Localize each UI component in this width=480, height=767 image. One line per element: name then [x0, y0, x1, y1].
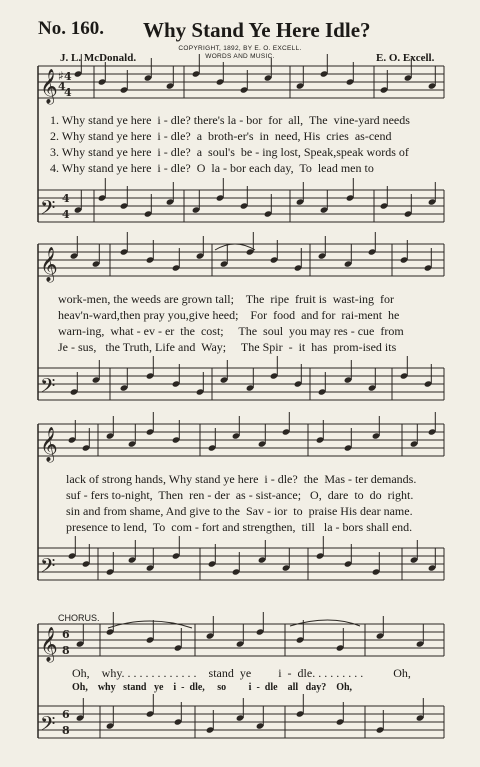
svg-text:♯: ♯: [58, 69, 64, 83]
verse-4-line-2: Je - sus, the Truth, Life and Way; The Spir - it has prom-ised its: [58, 340, 397, 354]
bass-clef-icon: 𝄢: [40, 554, 56, 582]
treble-clef-icon: 𝄞: [40, 427, 58, 462]
bass-clef-icon: 𝄢: [40, 374, 56, 402]
staff-3-treble: [38, 424, 444, 456]
svg-text:8: 8: [62, 724, 70, 737]
verse-4-line-1: 4. Why stand ye here i - dle? O la - bor each day, To lead men to: [50, 161, 374, 175]
composer-credit: E. O. Excell.: [376, 52, 435, 64]
staff-3-bass: [38, 548, 444, 580]
chorus-label: CHORUS.: [58, 613, 100, 623]
hymn-number: No. 160.: [38, 18, 104, 39]
svg-text:6: 6: [62, 708, 70, 721]
hymn-title: Why Stand Ye Here Idle?: [143, 18, 371, 42]
verse-1-line-3: lack of strong hands, Why stand ye here i - dle? the Mas - ter demands.: [66, 472, 417, 486]
svg-text:6: 6: [62, 628, 70, 641]
author-credit: J. L. McDonald.: [60, 52, 137, 64]
svg-text:4: 4: [64, 70, 72, 83]
svg-text:8: 8: [62, 644, 70, 657]
verse-1-line-2: work-men, the weeds are grown tall; The ripe fruit is wast-ing for: [58, 292, 395, 306]
treble-clef-icon: 𝄞: [40, 69, 58, 104]
verse-3-line-3: sin and from shame, And give to the Sav - ior to praise His dear name.: [66, 504, 413, 518]
bass-clef-icon: 𝄢: [40, 196, 56, 224]
copyright-line: COPYRIGHT, 1892, BY E. O. EXCELL.: [178, 45, 302, 52]
verse-2-line-3: suf - fers to-night, Then ren - der as - sist-ance; O, dare to do right.: [66, 488, 414, 502]
verse-1-line-1: 1. Why stand ye here i - dle? there's la - bor for all, The vine-yard needs: [50, 113, 410, 127]
svg-text:4: 4: [62, 192, 70, 205]
verse-3-line-2: warn-ing, what - ev - er the cost; The soul you may res - cue from: [58, 324, 404, 338]
svg-text:4: 4: [58, 80, 66, 93]
verse-2-line-2: heav'n-ward,then pray you,give heed; For food and for rai-ment he: [58, 308, 400, 322]
bass-clef-icon: 𝄢: [40, 712, 56, 740]
treble-clef-icon: 𝄞: [40, 627, 58, 662]
verse-2-line-1: 2. Why stand ye here i - dle? a broth-er's in need, His cries as-cend: [50, 129, 392, 143]
chorus-line-2: Oh, why stand ye i - dle, so i - dle all day? Oh,: [72, 682, 353, 693]
verse-4-line-3: presence to lend, To com - fort and strengthen, till la - bors shall end.: [66, 520, 413, 534]
chorus-line-1: Oh, why. . . . . . . . . . . . . stand ye i - dle. . . . . . . . . Oh,: [72, 666, 411, 680]
copyright-subline: WORDS AND MUSIC.: [205, 53, 275, 60]
verse-3-line-1: 3. Why stand ye here i - dle? a soul's be - ing lost, Speak,speak words of: [50, 145, 409, 159]
treble-clef-icon: 𝄞: [40, 247, 58, 282]
svg-text:4: 4: [62, 208, 70, 221]
svg-text:4: 4: [64, 86, 72, 99]
